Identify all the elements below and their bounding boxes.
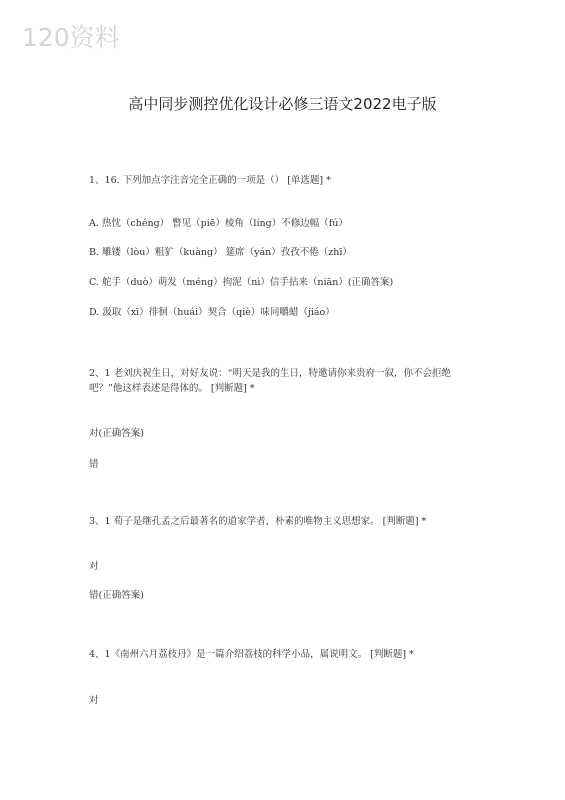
watermark: 120资料	[22, 23, 120, 52]
question-2-stem: 2、1 老刘庆祝生日，对好友说：“明天是我的生日，特邀请你来贵府一叙，你不会拒绝吧？”他这样表述是得体的。 [判断题] *	[89, 368, 451, 394]
question-3-answer-false[interactable]: 错(正确答案)	[89, 590, 144, 601]
question-1-option-b[interactable]: B. 雕镂（lòu）粗犷（kuàng） 筵席（yán）孜孜不倦（zhī）	[89, 247, 352, 258]
question-1-option-d[interactable]: D. 汲取（xī）徘徊（huái）契合（qiè）味同嚼蜡（jiáo）	[89, 307, 335, 318]
question-1-stem: 1、16. 下列加点字注音完全正确的一项是（） [单选题] *	[89, 175, 331, 186]
question-4-answer-true[interactable]: 对	[89, 695, 99, 706]
question-2-answer-true[interactable]: 对(正确答案)	[89, 428, 144, 439]
question-2-answer-false[interactable]: 错	[89, 459, 99, 470]
question-3-answer-true[interactable]: 对	[89, 561, 99, 572]
question-1-option-a[interactable]: A. 热忱（chéng） 瞥见（piē）棱角（líng）不修边幅（fú）	[89, 218, 348, 229]
question-1-option-c[interactable]: C. 舵手（duò）萌发（méng）拘泥（nì）信手拈来（niān）(正确答案)	[89, 277, 394, 288]
page-title: 高中同步测控优化设计必修三语文2022电子版	[128, 95, 437, 113]
question-4-stem: 4、1《南州六月荔枝丹》是一篇介绍荔枝的科学小品，属说明文。 [判断题] *	[89, 649, 414, 660]
question-3-stem: 3、1 荀子是继孔孟之后最著名的道家学者，朴素的唯物主义思想家。 [判断题] *	[89, 516, 427, 527]
